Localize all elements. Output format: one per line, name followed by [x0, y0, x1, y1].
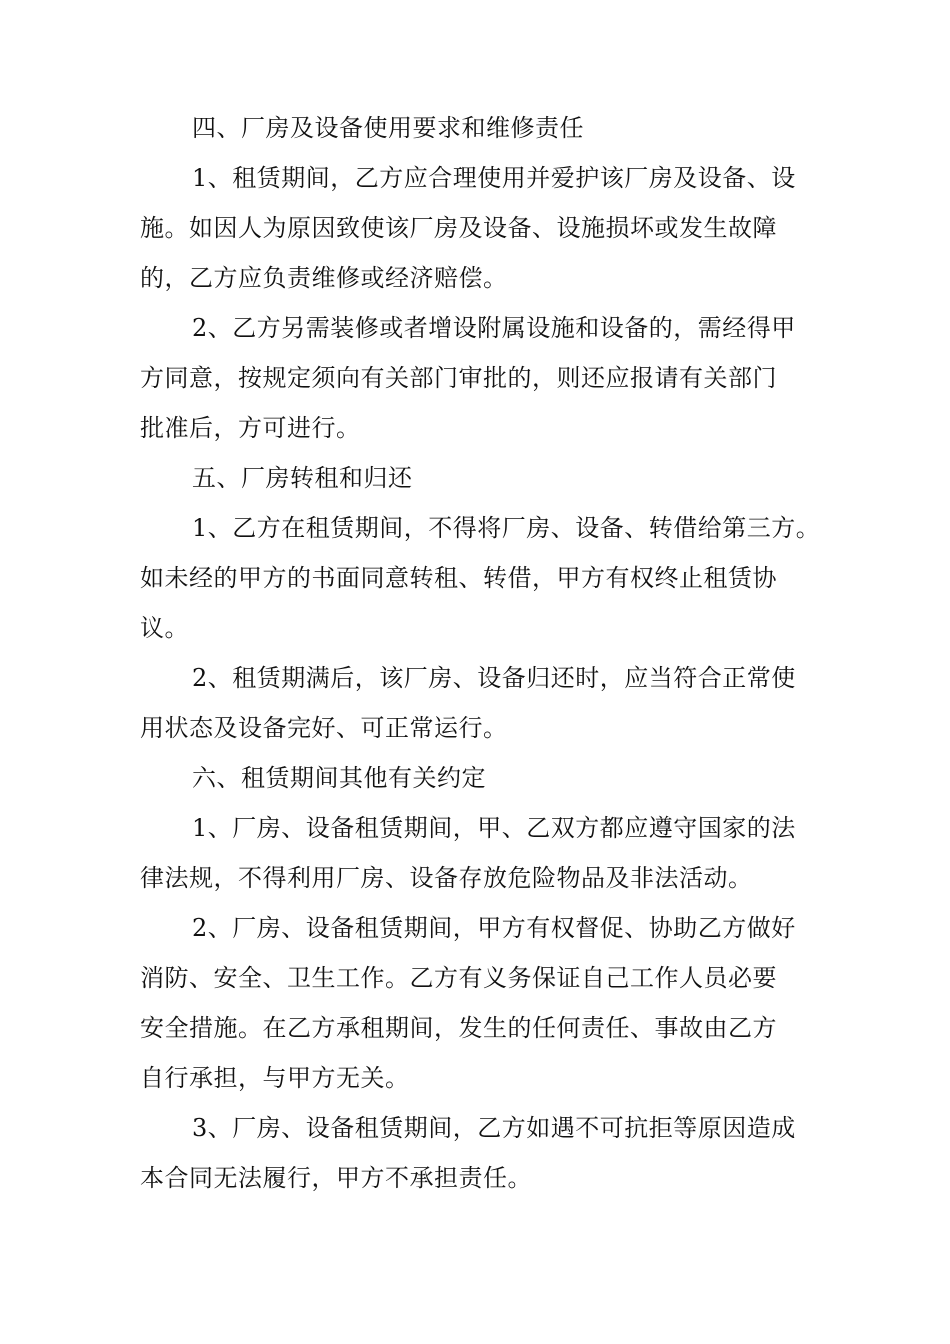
paragraph-line: 安全措施。在乙方承租期间，发生的任何责任、事故由乙方 — [140, 1014, 777, 1042]
paragraph-line: 如未经的甲方的书面同意转租、转借，甲方有权终止租赁协 — [140, 564, 777, 592]
paragraph-line: 的，乙方应负责维修或经济赔偿。 — [140, 264, 508, 292]
paragraph-line: 1、乙方在租赁期间，不得将厂房、设备、转借给第三方。 — [192, 514, 821, 542]
paragraph-line: 方同意，按规定须向有关部门审批的，则还应报请有关部门 — [140, 364, 777, 392]
section-heading-5: 五、厂房转租和归还 — [192, 464, 413, 492]
paragraph-line: 1、租赁期间，乙方应合理使用并爱护该厂房及设备、设 — [192, 164, 796, 192]
paragraph-line: 2、厂房、设备租赁期间，甲方有权督促、协助乙方做好 — [192, 914, 796, 942]
paragraph-line: 律法规，不得利用厂房、设备存放危险物品及非法活动。 — [140, 864, 753, 892]
paragraph-line: 3、厂房、设备租赁期间，乙方如遇不可抗拒等原因造成 — [192, 1114, 796, 1142]
section-heading-6: 六、租赁期间其他有关约定 — [192, 764, 486, 792]
paragraph-line: 用状态及设备完好、可正常运行。 — [140, 714, 508, 742]
paragraph-line: 本合同无法履行，甲方不承担责任。 — [140, 1164, 532, 1192]
paragraph-line: 自行承担，与甲方无关。 — [140, 1064, 410, 1092]
paragraph-line: 议。 — [140, 614, 189, 642]
document-body — [140, 103, 830, 1203]
section-heading-4: 四、厂房及设备使用要求和维修责任 — [192, 114, 584, 142]
paragraph-line: 1、厂房、设备租赁期间，甲、乙双方都应遵守国家的法 — [192, 814, 796, 842]
paragraph-line: 2、乙方另需装修或者增设附属设施和设备的，需经得甲 — [192, 314, 796, 342]
paragraph-line: 批准后，方可进行。 — [140, 414, 361, 442]
paragraph-line: 施。如因人为原因致使该厂房及设备、设施损坏或发生故障 — [140, 214, 777, 242]
paragraph-line: 消防、安全、卫生工作。乙方有义务保证自己工作人员必要 — [140, 964, 777, 992]
paragraph-line: 2、租赁期满后，该厂房、设备归还时，应当符合正常使 — [192, 664, 796, 692]
